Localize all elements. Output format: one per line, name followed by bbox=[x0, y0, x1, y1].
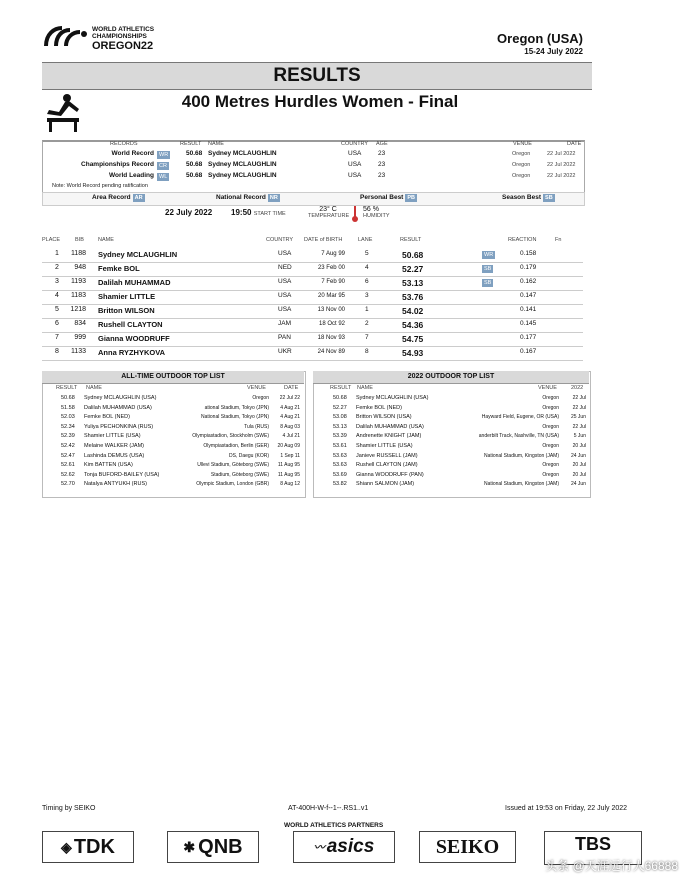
col-dob: DATE of BIRTH bbox=[304, 237, 343, 243]
toplist-2022-result: 53.82 bbox=[333, 481, 347, 488]
result-bib: 1193 bbox=[70, 278, 86, 285]
record-age: 23 bbox=[378, 150, 386, 157]
result-bib: 1188 bbox=[70, 250, 86, 257]
result-time: 54.02 bbox=[402, 306, 424, 316]
toplist-2022-row bbox=[313, 395, 589, 404]
toplist-2022-name: Shamier LITTLE (USA) bbox=[356, 443, 413, 449]
result-lane: 8 bbox=[365, 348, 369, 355]
result-athlete-name: Sydney MCLAUGHLIN bbox=[98, 250, 178, 259]
records-note: Note: World Record pending ratification bbox=[52, 183, 148, 189]
partners-label: WORLD ATHLETICS PARTNERS bbox=[284, 822, 384, 829]
toplist-2022-venue: anderbilt Track, Nashville, TN (USA) bbox=[478, 433, 559, 440]
toplist-2022-name: Gianna WOODRUFF (PAN) bbox=[356, 471, 424, 478]
alltime-name: Lashinda DEMUS (USA) bbox=[84, 452, 145, 459]
result-row bbox=[42, 332, 583, 347]
thermometer-icon bbox=[352, 206, 358, 222]
toplist-2022-date: 25 Jun bbox=[570, 414, 586, 421]
alltime-col-date: DATE bbox=[284, 385, 299, 391]
result-country: JAM bbox=[278, 320, 291, 327]
result-dob: 18 Nov 93 bbox=[317, 335, 345, 341]
result-time: 54.93 bbox=[402, 348, 424, 358]
legend-area-record: Area Record AR bbox=[92, 194, 143, 201]
toplist-2022-venue: Oregon bbox=[542, 423, 559, 430]
records-col-venue: VENUE bbox=[513, 141, 532, 147]
result-reaction: 0.177 bbox=[520, 334, 537, 341]
result-place: 6 bbox=[55, 320, 59, 327]
alltime-row bbox=[42, 424, 304, 433]
toplist-2022-result: 53.13 bbox=[333, 423, 347, 430]
toplist-2022-result: 53.63 bbox=[333, 452, 347, 459]
record-row bbox=[42, 171, 583, 182]
result-lane: 7 bbox=[365, 334, 369, 341]
event-title: 400 Metres Hurdles Women - Final bbox=[181, 92, 459, 111]
alltime-venue: DS, Daegu (KOR) bbox=[228, 452, 269, 459]
alltime-result: 50.68 bbox=[61, 395, 75, 401]
toplist-2022-venue: Oregon bbox=[542, 471, 559, 478]
result-athlete-name: Dalilah MUHAMMAD bbox=[98, 278, 171, 287]
record-name: Sydney MCLAUGHLIN bbox=[208, 172, 277, 179]
asics-stripes-icon: 〰 bbox=[313, 842, 325, 854]
result-time: 53.76 bbox=[402, 292, 424, 302]
records-col-records: RECORDS bbox=[110, 141, 138, 147]
record-venue: Oregon bbox=[512, 162, 531, 168]
result-athlete-name: Femke BOL bbox=[98, 264, 140, 273]
toplist-2022-row bbox=[313, 424, 589, 433]
toplist-2022-venue: Oregon bbox=[542, 462, 559, 469]
alltime-name: Melaine WALKER (JAM) bbox=[84, 443, 145, 449]
toplist-2022-date: 22 Jul bbox=[572, 395, 586, 401]
toplist-2022-col-venue: VENUE bbox=[538, 385, 557, 391]
toplist-2022-row bbox=[313, 405, 589, 414]
toplist-2022-name: Sydney MCLAUGHLIN (USA) bbox=[356, 395, 429, 401]
toplist-2022-row bbox=[313, 443, 589, 452]
alltime-result: 52.39 bbox=[61, 433, 75, 440]
alltime-row bbox=[42, 443, 304, 452]
record-row bbox=[42, 160, 583, 171]
result-lane: 2 bbox=[365, 320, 369, 327]
result-athlete-name: Gianna WOODRUFF bbox=[98, 334, 170, 343]
alltime-date: 4 Aug 21 bbox=[280, 414, 300, 421]
record-age: 23 bbox=[378, 161, 386, 168]
hurdles-icon bbox=[43, 92, 83, 132]
result-dob: 23 Feb 00 bbox=[317, 265, 345, 271]
result-lane: 1 bbox=[365, 306, 369, 313]
alltime-name: Tonja BUFORD-BAILEY (USA) bbox=[84, 471, 160, 478]
result-athlete-name: Rushell CLAYTON bbox=[98, 320, 163, 329]
tdk-icon: ◈ bbox=[61, 838, 72, 855]
alltime-date: 4 Aug 21 bbox=[280, 404, 300, 411]
result-country: USA bbox=[278, 278, 292, 285]
result-badge: WR bbox=[484, 252, 494, 258]
record-label: World Leading bbox=[108, 172, 154, 179]
records-col-result: RESULT bbox=[180, 141, 202, 147]
toplist-2022-name: Janieve RUSSELL (JAM) bbox=[356, 452, 418, 459]
sponsor-seiko-logo: SEIKO bbox=[419, 831, 516, 863]
record-date: 22 Jul 2022 bbox=[547, 173, 576, 179]
alltime-result: 52.47 bbox=[61, 452, 75, 459]
alltime-name: Natalya ANTYUKH (RUS) bbox=[84, 481, 147, 488]
results-header bbox=[42, 237, 583, 247]
result-place: 4 bbox=[55, 292, 59, 299]
result-athlete-name: Britton WILSON bbox=[98, 306, 155, 315]
result-dob: 7 Aug 99 bbox=[321, 251, 345, 257]
toplist-2022-result: 50.68 bbox=[333, 395, 347, 401]
alltime-venue: Olympiastadion, Stockholm (SWE) bbox=[192, 433, 269, 440]
result-place: 7 bbox=[55, 334, 59, 341]
col-reaction: REACTION bbox=[508, 237, 537, 243]
result-bib: 999 bbox=[74, 334, 86, 341]
alltime-name: Sydney MCLAUGHLIN (USA) bbox=[84, 395, 157, 401]
alltime-name: Yuliya PECHONKINA (RUS) bbox=[84, 423, 154, 430]
toplist-2022-date: 20 Jul bbox=[572, 443, 586, 449]
alltime-name: Shamier LITTLE (USA) bbox=[84, 433, 141, 440]
alltime-col-name: NAME bbox=[86, 385, 102, 391]
result-time: 54.36 bbox=[402, 320, 424, 330]
toplist-2022-result: 52.27 bbox=[333, 404, 347, 411]
toplist-2022-col-name: NAME bbox=[357, 385, 373, 391]
toplist-2022-venue: Oregon bbox=[542, 404, 559, 411]
col-place: PLACE bbox=[42, 237, 61, 243]
alltime-row bbox=[42, 433, 304, 442]
alltime-venue: Stadium, Göteborg (SWE) bbox=[210, 471, 269, 478]
result-athlete-name: Anna RYZHYKOVA bbox=[98, 348, 166, 357]
result-dob: 7 Feb 90 bbox=[321, 279, 345, 285]
race-date: 22 July 2022 bbox=[165, 208, 213, 217]
alltime-date: 20 Aug 09 bbox=[277, 443, 300, 449]
record-badge: CR bbox=[159, 163, 167, 169]
result-country: PAN bbox=[278, 334, 291, 341]
record-name: Sydney MCLAUGHLIN bbox=[208, 161, 277, 168]
result-athlete-name: Shamier LITTLE bbox=[98, 292, 156, 301]
alltime-result: 52.62 bbox=[61, 471, 75, 478]
alltime-row bbox=[42, 453, 304, 462]
sponsor-tdk-logo: ◈ TDK bbox=[42, 831, 134, 863]
alltime-venue: Tula (RUS) bbox=[244, 423, 269, 430]
result-lane: 3 bbox=[365, 292, 369, 299]
toplist-2022-date: 24 Jun bbox=[570, 452, 586, 459]
result-time: 52.27 bbox=[402, 264, 424, 274]
result-place: 1 bbox=[55, 250, 59, 257]
result-country: NED bbox=[278, 264, 292, 271]
toplist-2022-venue: National Stadium, Kingston (JAM) bbox=[483, 452, 559, 459]
championship-dates: 15-24 July 2022 bbox=[524, 47, 583, 56]
result-reaction: 0.145 bbox=[520, 320, 537, 327]
record-badge: WL bbox=[159, 174, 168, 180]
toplist-2022-row bbox=[313, 414, 589, 423]
record-country: USA bbox=[348, 172, 362, 179]
records-header bbox=[42, 141, 583, 149]
toplist-2022-date: 20 Jul bbox=[572, 462, 586, 469]
toplist-2022-venue: Oregon bbox=[542, 443, 559, 449]
toplist-2022-name: Rushell CLAYTON (JAM) bbox=[356, 462, 418, 469]
alltime-result: 51.58 bbox=[61, 404, 75, 411]
result-lane: 6 bbox=[365, 278, 369, 285]
result-row bbox=[42, 276, 583, 291]
result-time: 53.13 bbox=[402, 278, 424, 288]
toplist-2022-venue: Hayward Field, Eugene, OR (USA) bbox=[481, 414, 559, 421]
championships-logo-mark bbox=[42, 24, 88, 50]
result-reaction: 0.162 bbox=[520, 278, 537, 285]
toplist-2022-title: 2022 OUTDOOR TOP LIST bbox=[313, 371, 589, 384]
col-country: COUNTRY bbox=[266, 237, 294, 243]
sponsor-asics-logo: 〰 asics bbox=[293, 831, 395, 863]
result-dob: 18 Oct 92 bbox=[318, 321, 345, 327]
alltime-result: 52.34 bbox=[61, 423, 75, 430]
record-date: 22 Jul 2022 bbox=[547, 162, 576, 168]
result-dob: 20 Mar 95 bbox=[317, 293, 345, 299]
temperature: 23° C TEMPERATURE bbox=[308, 206, 350, 219]
record-row bbox=[42, 149, 583, 160]
alltime-result: 52.42 bbox=[61, 443, 75, 449]
document-code: AT-400H-W-f--1--.RS1..v1 bbox=[288, 805, 369, 812]
result-country: USA bbox=[278, 250, 292, 257]
record-age: 23 bbox=[378, 172, 386, 179]
result-country: USA bbox=[278, 292, 292, 299]
result-bib: 948 bbox=[74, 264, 86, 271]
result-lane: 4 bbox=[365, 264, 369, 271]
result-reaction: 0.141 bbox=[520, 306, 537, 313]
result-bib: 1218 bbox=[70, 306, 86, 313]
toplist-2022-col-date: 2022 bbox=[571, 385, 584, 391]
records-col-age: AGE bbox=[376, 141, 388, 147]
result-badge: SB bbox=[484, 266, 492, 272]
legend-national-record: National Record NR bbox=[216, 194, 278, 201]
alltime-date: 11 Aug 95 bbox=[277, 462, 300, 469]
result-badge: SB bbox=[484, 280, 492, 286]
record-label: Championships Record bbox=[81, 161, 154, 168]
result-row bbox=[42, 290, 583, 305]
toplist-2022-result: 53.39 bbox=[333, 433, 347, 440]
result-row bbox=[42, 248, 583, 263]
result-place: 3 bbox=[55, 278, 59, 285]
col-bib: BIB bbox=[75, 237, 84, 243]
alltime-name: Dalilah MUHAMMAD (USA) bbox=[84, 404, 152, 411]
sponsor-tbs-logo: TBS bbox=[544, 831, 642, 865]
col-result: RESULT bbox=[400, 237, 422, 243]
toplist-2022-row bbox=[313, 462, 589, 471]
toplist-2022-date: 20 Jul bbox=[572, 471, 586, 478]
result-reaction: 0.147 bbox=[520, 292, 537, 299]
result-country: UKR bbox=[278, 348, 292, 355]
alltime-name: Kim BATTEN (USA) bbox=[84, 462, 133, 469]
record-venue: Oregon bbox=[512, 151, 531, 157]
toplist-2022-name: Dalilah MUHAMMAD (USA) bbox=[356, 423, 424, 430]
legend-personal-best: Personal Best PB bbox=[360, 194, 415, 201]
result-place: 8 bbox=[55, 348, 59, 355]
toplist-2022-result: 53.63 bbox=[333, 462, 347, 469]
alltime-col-venue: VENUE bbox=[247, 385, 266, 391]
result-bib: 1183 bbox=[70, 292, 86, 299]
col-lane: LANE bbox=[358, 237, 373, 243]
result-row bbox=[42, 304, 583, 319]
alltime-row bbox=[42, 472, 304, 481]
toplist-2022-header bbox=[313, 385, 589, 393]
result-row bbox=[42, 346, 583, 361]
alltime-date: 1 Sep 11 bbox=[280, 452, 300, 459]
alltime-date: 22 Jul 22 bbox=[279, 395, 300, 401]
alltime-toplist-title: ALL-TIME OUTDOOR TOP LIST bbox=[42, 371, 304, 384]
sponsor-qnb-logo: ✱ QNB bbox=[167, 831, 259, 863]
alltime-date: 11 Aug 95 bbox=[277, 471, 300, 478]
records-col-date: DATE bbox=[567, 141, 582, 147]
result-reaction: 0.179 bbox=[520, 264, 537, 271]
alltime-venue: ational Stadium, Tokyo (JPN) bbox=[204, 404, 269, 411]
col-name: NAME bbox=[98, 237, 114, 243]
record-result: 50.68 bbox=[186, 161, 203, 168]
alltime-date: 4 Jul 21 bbox=[282, 433, 300, 440]
record-country: USA bbox=[348, 161, 362, 168]
alltime-venue: Oregon bbox=[252, 395, 269, 401]
toplist-2022-name: Femke BOL (NED) bbox=[356, 404, 402, 411]
toplist-2022-name: Shiann SALMON (JAM) bbox=[356, 481, 415, 488]
result-lane: 5 bbox=[365, 250, 369, 257]
toplist-2022-venue: Oregon bbox=[542, 395, 559, 401]
toplist-2022-row bbox=[313, 481, 589, 490]
alltime-date: 8 Aug 12 bbox=[280, 481, 300, 488]
alltime-result: 52.61 bbox=[61, 462, 75, 469]
result-dob: 24 Nov 89 bbox=[317, 349, 345, 355]
record-name: Sydney MCLAUGHLIN bbox=[208, 150, 277, 157]
alltime-row bbox=[42, 462, 304, 471]
toplist-2022-row bbox=[313, 472, 589, 481]
humidity: 56 % HUMIDITY bbox=[363, 206, 390, 219]
record-venue: Oregon bbox=[512, 173, 531, 179]
record-result: 50.68 bbox=[186, 172, 203, 179]
toplist-2022-date: 5 Jun bbox=[573, 433, 586, 440]
timing-credit: Timing by SEIKO bbox=[42, 805, 96, 812]
alltime-venue: Olympic Stadium, London (GBR) bbox=[196, 481, 269, 488]
record-badge: WR bbox=[159, 152, 169, 158]
championships-logo-text: WORLD ATHLETICS CHAMPIONSHIPS OREGON22 bbox=[92, 26, 155, 52]
result-place: 2 bbox=[55, 264, 59, 271]
alltime-venue: Ullevi Stadium, Göteborg (SWE) bbox=[197, 462, 269, 469]
toplist-2022-col-result: RESULT bbox=[330, 385, 352, 391]
toplist-2022-result: 53.08 bbox=[333, 414, 347, 421]
watermark: 头条 @天涯远行人66888 bbox=[545, 859, 678, 873]
legend-season-best: Season Best SB bbox=[502, 194, 553, 201]
result-bib: 834 bbox=[74, 320, 86, 327]
result-reaction: 0.158 bbox=[520, 250, 537, 257]
toplist-2022-row bbox=[313, 433, 589, 442]
result-bib: 1133 bbox=[70, 348, 86, 355]
records-col-name: NAME bbox=[208, 141, 224, 147]
toplist-2022-result: 53.69 bbox=[333, 471, 347, 478]
toplist-2022-date: 24 Jun bbox=[570, 481, 586, 488]
result-time: 50.68 bbox=[402, 250, 424, 260]
alltime-row bbox=[42, 481, 304, 490]
venue-title: Oregon (USA) bbox=[497, 31, 583, 46]
alltime-col-result: RESULT bbox=[56, 385, 78, 391]
result-reaction: 0.167 bbox=[520, 348, 537, 355]
alltime-row bbox=[42, 414, 304, 423]
result-dob: 13 Nov 00 bbox=[317, 307, 345, 313]
record-date: 22 Jul 2022 bbox=[547, 151, 576, 157]
alltime-row bbox=[42, 405, 304, 414]
alltime-name: Femke BOL (NED) bbox=[84, 414, 130, 421]
alltime-toplist-header bbox=[42, 385, 304, 393]
toplist-2022-result: 53.61 bbox=[333, 443, 347, 449]
start-time: 19:50 START TIME bbox=[231, 208, 286, 217]
result-place: 5 bbox=[55, 306, 59, 313]
toplist-2022-venue: National Stadium, Kingston (JAM) bbox=[483, 481, 559, 488]
toplist-2022-name: Britton WILSON (USA) bbox=[356, 414, 412, 421]
alltime-result: 52.03 bbox=[61, 414, 75, 421]
result-row bbox=[42, 318, 583, 333]
record-label: World Record bbox=[111, 150, 154, 157]
col-fn: Fn bbox=[555, 237, 562, 243]
record-result: 50.68 bbox=[186, 150, 203, 157]
alltime-venue: Olympiastadion, Berlin (GER) bbox=[203, 443, 269, 449]
result-row bbox=[42, 262, 583, 277]
alltime-date: 8 Aug 03 bbox=[280, 423, 300, 430]
toplist-2022-date: 22 Jul bbox=[572, 423, 586, 430]
toplist-2022-name: Andrenette KNIGHT (JAM) bbox=[356, 433, 422, 440]
result-time: 54.75 bbox=[402, 334, 424, 344]
alltime-venue: National Stadium, Tokyo (JPN) bbox=[201, 414, 269, 421]
result-country: USA bbox=[278, 306, 292, 313]
record-country: USA bbox=[348, 150, 362, 157]
results-banner: RESULTS bbox=[42, 62, 592, 90]
qnb-icon: ✱ bbox=[183, 838, 196, 855]
issued-timestamp: Issued at 19:53 on Friday, 22 July 2022 bbox=[505, 805, 628, 812]
toplist-2022-row bbox=[313, 453, 589, 462]
records-col-country: COUNTRY bbox=[341, 141, 369, 147]
alltime-result: 52.70 bbox=[61, 481, 75, 488]
alltime-row bbox=[42, 395, 304, 404]
toplist-2022-date: 22 Jul bbox=[572, 404, 586, 411]
